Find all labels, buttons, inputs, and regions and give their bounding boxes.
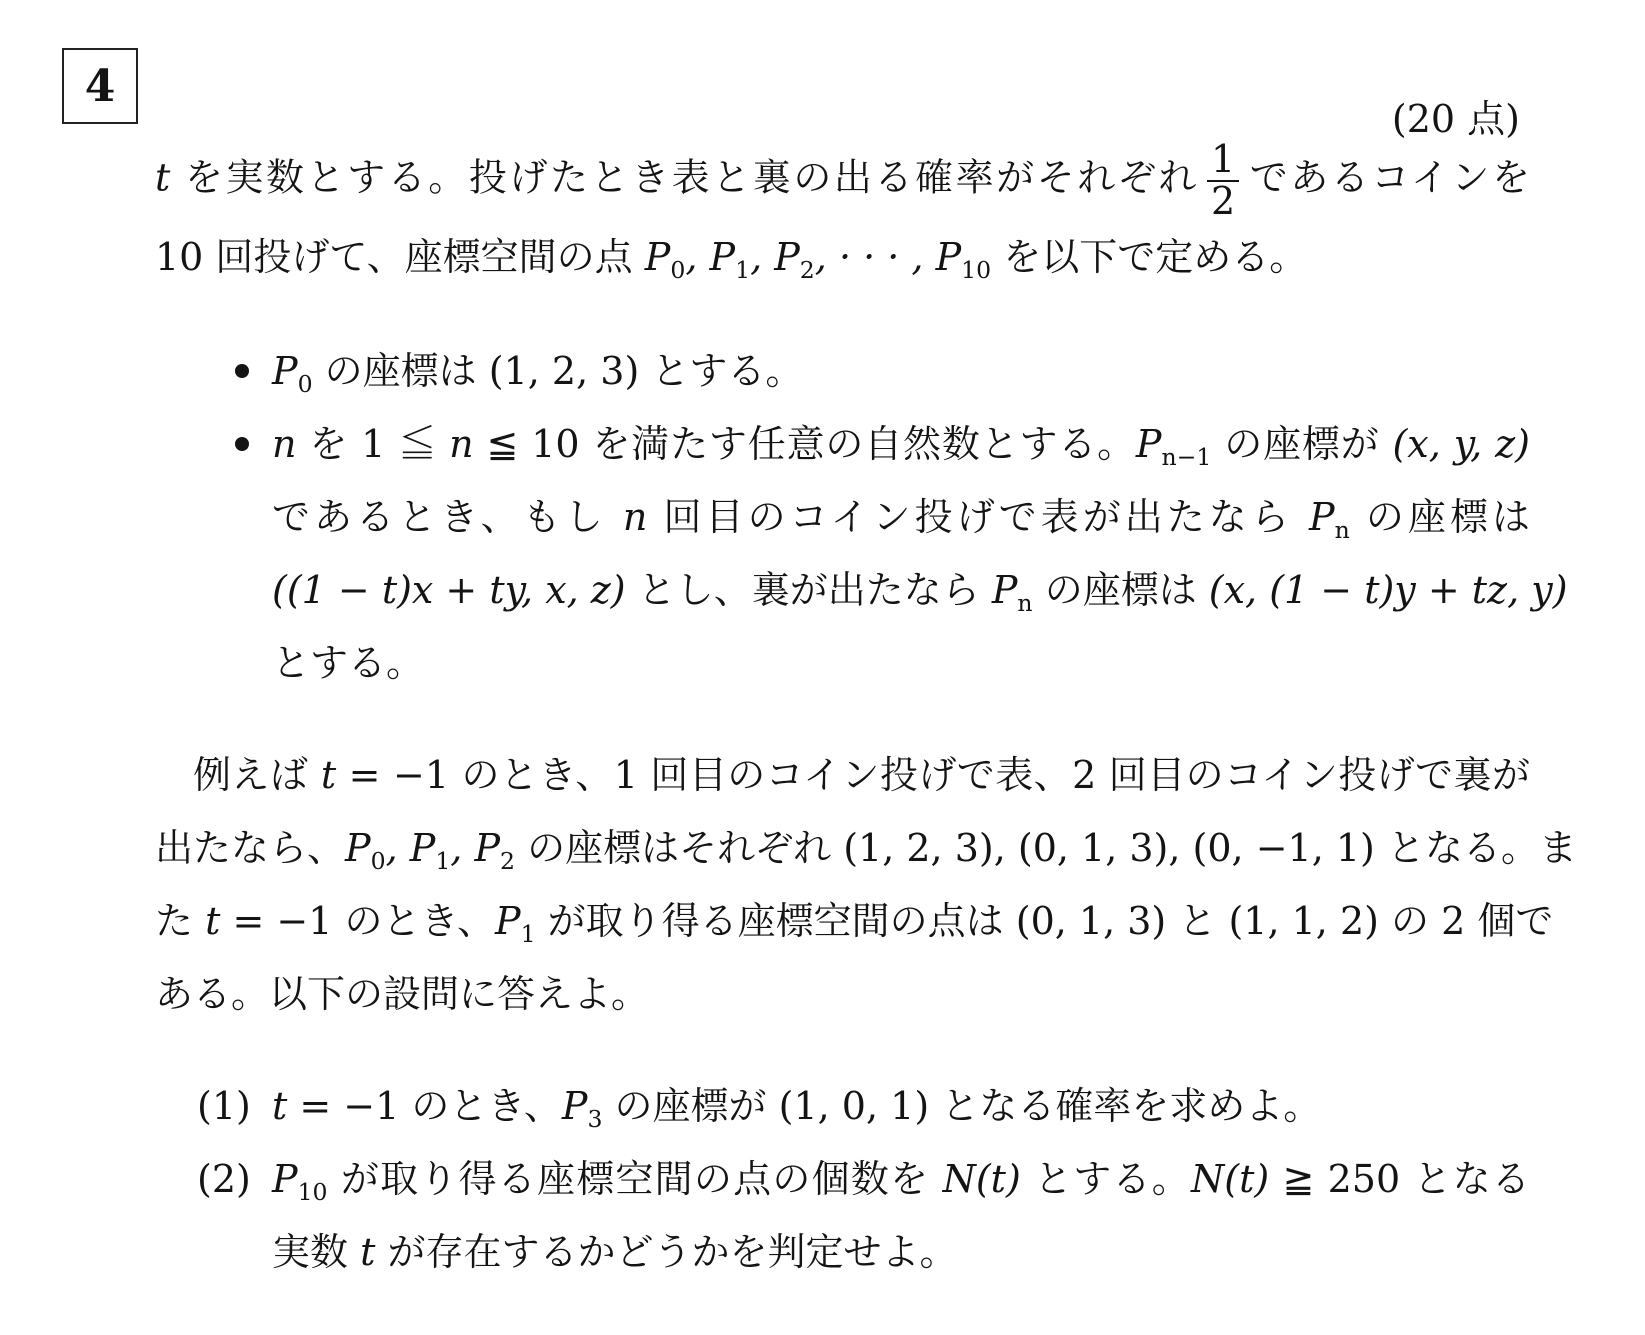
question-2-label: (2) (197, 1157, 251, 1201)
question-2-line-1: $P_{10}$ が取り得る座標空間の点の個数を N(t) とする。N(t) ≧ 250 となる (272, 1157, 1530, 1207)
problem-number: 4 (84, 60, 116, 112)
intro-line-2: 10 回投げて、座標空間の点 $P_0$, $P_1$, $P_2$, · · · , $P_{10}$ を以下で定める。 (155, 235, 1308, 285)
example-line-1: 例えば t = −1 のとき、1 回目のコイン投げで表、2 回目のコイン投げで裏が (193, 753, 1530, 797)
bullet-2-line-4: とする。 (272, 641, 425, 685)
fraction-half: $\frac{1}{2}$ (1207, 140, 1239, 222)
bullet-2-line-2: であるとき、もし n 回目のコイン投げで表が出たなら $P_n$ の座標は (272, 495, 1530, 545)
bullet-1-line: $P_0$ の座標は (1, 2, 3) とする。 (272, 349, 804, 399)
bullet-dot-1 (235, 364, 249, 378)
question-1-line: t = −1 のとき、$P_3$ の座標が (1, 0, 1) となる確率を求めよ。 (272, 1084, 1322, 1134)
points-label: (20 点) (1391, 97, 1520, 141)
example-line-2: 出たなら、$P_0$, $P_1$, $P_2$ の座標はそれぞれ (1, 2, 3), (0, 1, 3), (0, −1, 1) となる。ま (155, 826, 1577, 876)
question-1-label: (1) (197, 1084, 251, 1128)
bullet-2-line-3: ((1 − t)x + ty, x, z) とし、裏が出たなら $P_n$ の座標は (x, (1 − t)y + tz, y) (272, 568, 1568, 618)
question-2-line-2: 実数 t が存在するかどうかを判定せよ。 (272, 1230, 958, 1274)
intro-line-1: t を実数とする。投げたとき表と裏の出る確率がそれぞれ $\frac{1}{2}$ であるコインを (155, 137, 1530, 223)
example-line-3: た t = −1 のとき、$P_1$ が取り得る座標空間の点は (0, 1, 3) と (1, 1, 2) の 2 個で (155, 899, 1554, 949)
problem-number-box (62, 48, 138, 124)
bullet-2-line-1: n を 1 ≦ n ≦ 10 を満たす任意の自然数とする。$P_{n-1}$ の座標が (x, y, z) (272, 422, 1530, 472)
bullet-dot-2 (235, 437, 249, 451)
example-line-4: ある。以下の設問に答えよ。 (155, 972, 650, 1016)
